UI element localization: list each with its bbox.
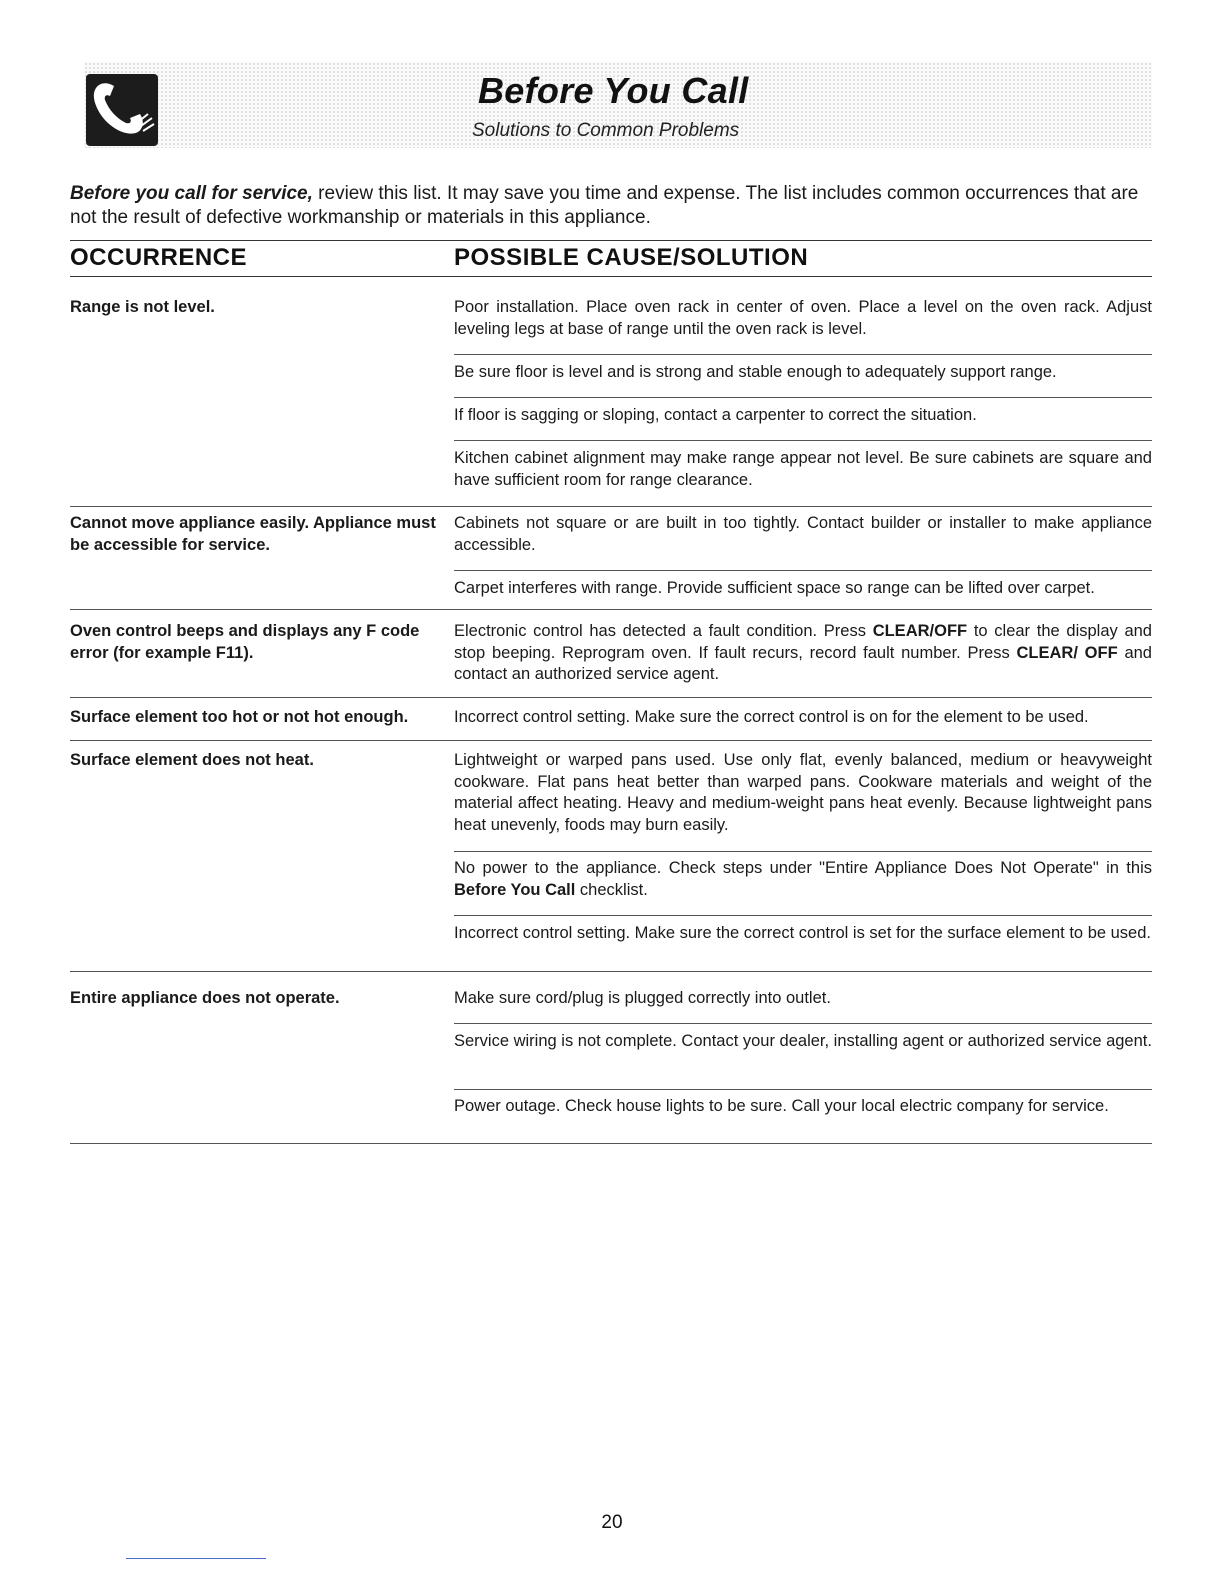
solution-divider — [454, 1089, 1152, 1090]
solution-text-part: No power to the appliance. Check steps under "Entire Appliance Does Not Operate" in this — [454, 859, 1152, 877]
column-header-occurrence: OCCURRENCE — [70, 244, 248, 271]
page-number: 20 — [601, 1512, 623, 1533]
phone-handset-icon — [86, 74, 158, 146]
occurrence-entire-appliance: Entire appliance does not operate. — [70, 989, 340, 1007]
solution-text: Cabinets not square or are built in too tightly. Contact builder or installer to make appliance accessible. — [454, 514, 1152, 554]
solution-divider — [454, 440, 1152, 441]
solution-text: Make sure cord/plug is plugged correctly into outlet. — [454, 989, 831, 1007]
solution-text-part: and contact an authorized service agent. — [454, 643, 1152, 683]
solution-text: Lightweight or warped pans used. Use only flat, evenly balanced, medium or heavyweight cookware. Flat pans heat better than warped pans. Cookware materials and weight of the material affect heating. Heavy and medium-weight pans heat evenly. Because lightweight pans heat unevenly, foods may burn easily. — [454, 751, 1152, 834]
footer-line — [126, 1558, 266, 1559]
clear-off-label: CLEAR/OFF — [872, 622, 968, 640]
solution-divider — [454, 397, 1152, 398]
intro-lead: Before you call for service, — [70, 183, 313, 204]
before-you-call-label: Before You Call — [454, 880, 576, 899]
page-subtitle: Solutions to Common Problems — [472, 120, 740, 141]
solution-text-part: checklist. — [575, 880, 648, 899]
row-divider — [70, 740, 1152, 741]
solution-text: Carpet interferes with range. Provide sufficient space so range can be lifted over carpet. — [454, 579, 1095, 597]
clear-off-label: CLEAR/ OFF — [1016, 643, 1118, 662]
solution-text: Incorrect control setting. Make sure the correct control is set for the surface element to be used. — [454, 924, 1151, 942]
solution-text — [454, 858, 1152, 901]
solution-divider — [454, 1023, 1152, 1024]
occurrence-oven-control-beeps: Oven control beeps and displays any F code error (for example F11). — [70, 622, 420, 662]
solution-text: Incorrect control setting. Make sure the correct control is on for the element to be used. — [454, 708, 1089, 726]
solution-divider — [454, 915, 1152, 916]
solution-text-part: Electronic control has detected a fault condition. Press — [454, 622, 873, 640]
intro-text: review this list. It may save you time and expense. The list includes common occurrences that are not the result of defective workmanship or materials in this appliance. — [70, 183, 1139, 228]
header-rule-top — [70, 240, 1152, 241]
occurrence-surface-element-temp: Surface element too hot or not hot enough. — [70, 708, 409, 726]
occurrence-cannot-move-appliance: Cannot move appliance easily. Appliance must be accessible for service. — [70, 514, 436, 554]
row-divider — [70, 506, 1152, 507]
solution-text: Power outage. Check house lights to be sure. Call your local electric company for service. — [454, 1097, 1109, 1115]
solution-text: Service wiring is not complete. Contact your dealer, installing agent or authorized service agent. — [454, 1032, 1152, 1050]
solution-text: Kitchen cabinet alignment may make range appear not level. Be sure cabinets are square and have sufficient room for range clearance. — [454, 449, 1152, 489]
row-divider — [70, 697, 1152, 698]
intro-paragraph — [70, 182, 1152, 230]
page-title: Before You Call — [478, 70, 749, 111]
row-divider — [70, 971, 1152, 972]
header-rule-bottom — [70, 276, 1152, 277]
solution-divider — [454, 354, 1152, 355]
solution-text: If floor is sagging or sloping, contact a carpenter to correct the situation. — [454, 406, 977, 424]
solution-text: Poor installation. Place oven rack in center of oven. Place a level on the oven rack. Adjust leveling legs at base of range until the oven rack is level. — [454, 298, 1152, 338]
column-header-solution: POSSIBLE CAUSE/SOLUTION — [454, 244, 809, 271]
table-bottom-rule — [70, 1143, 1152, 1144]
solution-divider — [454, 570, 1152, 571]
solution-divider — [454, 851, 1152, 852]
solution-text-part: to clear the display and stop beeping. Reprogram oven. If fault recurs, record fault number. Press — [454, 622, 1152, 662]
solution-text — [454, 621, 1152, 686]
row-divider — [70, 609, 1152, 610]
solution-text: Be sure floor is level and is strong and stable enough to adequately support range. — [454, 363, 1057, 381]
occurrence-range-not-level: Range is not level. — [70, 298, 215, 316]
occurrence-surface-element-no-heat: Surface element does not heat. — [70, 751, 314, 769]
